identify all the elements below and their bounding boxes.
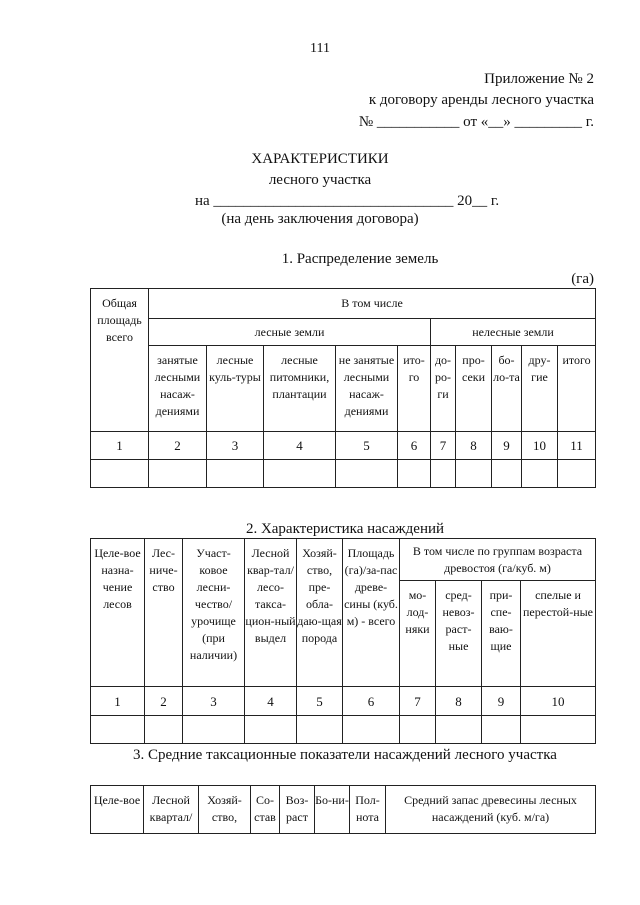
col-area-stock: Площадь (га)/за-пас древе-сины (куб. м) - всего <box>343 539 400 687</box>
empty-data-row <box>91 460 596 488</box>
col-number: 2 <box>145 687 183 716</box>
col-composition: Со-став <box>251 786 280 834</box>
col-not-occupied: не занятые лесными насаж-дениями <box>336 346 398 432</box>
col-number: 10 <box>522 432 558 460</box>
col-number: 5 <box>297 687 343 716</box>
col-number: 5 <box>336 432 398 460</box>
col-number: 7 <box>431 432 456 460</box>
col-total-area: Общая площадь всего <box>91 289 149 432</box>
col-other: дру-гие <box>522 346 558 432</box>
col-number: 3 <box>207 432 264 460</box>
col-nonforest-total: итого <box>558 346 596 432</box>
average-indicators-table <box>90 785 596 834</box>
col-age-groups: В том числе по группам возраста древостоя (га/куб. м) <box>400 539 596 581</box>
document-subtitle: лесного участка <box>268 172 372 188</box>
col-number: 8 <box>456 432 492 460</box>
col-maturing: при-спе-ваю-щие <box>482 581 521 687</box>
col-number: 7 <box>400 687 436 716</box>
col-number: 8 <box>436 687 482 716</box>
col-swamps: бо-ло-та <box>492 346 522 432</box>
document-title: ХАРАКТЕРИСТИКИ <box>251 151 389 167</box>
col-number: 9 <box>492 432 522 460</box>
col-quarter: Лесной квартал/ <box>144 786 199 834</box>
col-young: мо-лод-няки <box>400 581 436 687</box>
date-note: (на день заключения договора) <box>221 211 419 227</box>
appendix-number-line: № ___________ от «__» _________ г. <box>358 114 594 130</box>
col-purpose: Целе-вое назна-чение лесов <box>91 539 145 687</box>
col-nurseries: лесные питомники, плантации <box>264 346 336 432</box>
col-economy: Хозяй-ство, <box>199 786 251 834</box>
col-number: 3 <box>183 687 245 716</box>
appendix-title: Приложение № 2 <box>484 71 594 87</box>
col-number: 4 <box>264 432 336 460</box>
col-purpose: Целе-вое <box>91 786 144 834</box>
col-roads: до-ро-ги <box>431 346 456 432</box>
col-bonitet: Бо-ни- <box>315 786 350 834</box>
col-number: 10 <box>521 687 596 716</box>
date-line: на ________________________________ 20__ г. <box>195 193 500 209</box>
col-number: 1 <box>91 687 145 716</box>
col-cuttings: про-секи <box>456 346 492 432</box>
col-quarter: Лесной квар-тал/ лесо-такса-цион-ный выдел <box>245 539 297 687</box>
col-number: 11 <box>558 432 596 460</box>
col-number: 6 <box>398 432 431 460</box>
appendix-subtitle: к договору аренды лесного участка <box>368 92 594 108</box>
col-number: 2 <box>149 432 207 460</box>
col-number: 1 <box>91 432 149 460</box>
col-mature: спелые и перестой-ные <box>521 581 596 687</box>
col-number: 6 <box>343 687 400 716</box>
empty-data-row <box>91 716 596 744</box>
col-middle-aged: сред-невоз-раст-ные <box>436 581 482 687</box>
stands-characteristics-table <box>90 538 596 744</box>
col-forest-crops: лесные куль-туры <box>207 346 264 432</box>
column-numbers-row <box>91 687 596 716</box>
section3-title: 3. Средние таксационные показатели насаждений лесного участка <box>133 747 557 763</box>
col-average-stock: Средний запас древесины лесных насаждений (куб. м/га) <box>386 786 596 834</box>
page-number: 111 <box>310 41 330 56</box>
col-number: 4 <box>245 687 297 716</box>
col-dominant-species: Хозяй-ство, пре-обла-даю-щая порода <box>297 539 343 687</box>
section2-title: 2. Характеристика насаждений <box>245 521 445 537</box>
col-occupied-by-stands: занятые лесными насаж-дениями <box>149 346 207 432</box>
section1-unit: (га) <box>571 271 594 287</box>
col-nonforest-lands: нелесные земли <box>431 319 596 346</box>
section1-title: 1. Распределение земель <box>281 251 439 267</box>
land-distribution-table <box>90 288 596 488</box>
col-forest-subtotal: ито-го <box>398 346 431 432</box>
col-district-forestry: Участ-ковое лесни-чество/ урочище (при наличии) <box>183 539 245 687</box>
col-density: Пол-нота <box>350 786 386 834</box>
col-age: Воз-раст <box>280 786 315 834</box>
col-number: 9 <box>482 687 521 716</box>
col-forest-lands: лесные земли <box>149 319 431 346</box>
col-including: В том числе <box>149 289 596 319</box>
column-numbers-row <box>91 432 596 460</box>
col-forestry: Лес-ниче-ство <box>145 539 183 687</box>
